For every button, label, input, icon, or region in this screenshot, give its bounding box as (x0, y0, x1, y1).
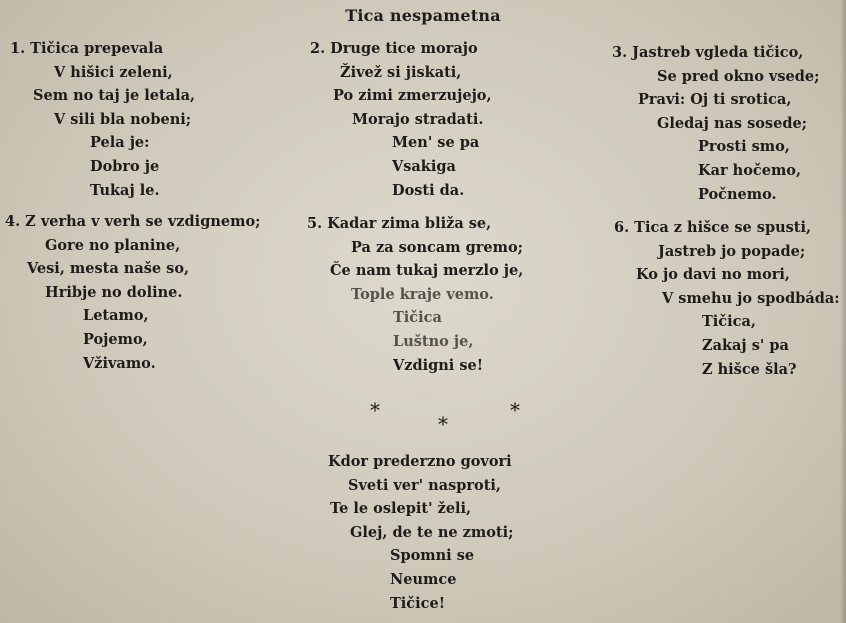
stanza-line: V smehu jo spodbáda: (662, 289, 840, 307)
stanza-line: Dobro je (90, 157, 160, 175)
stanza-line: Morajo stradati. (352, 110, 484, 128)
stanza-line: Vsakiga (392, 157, 456, 175)
stanza-line: Tukaj le. (90, 181, 160, 199)
stanza-line: V hišici zeleni, (54, 63, 173, 81)
stanza-line: Letamo, (83, 307, 149, 325)
stanza-line: Pojemo, (83, 330, 148, 348)
stanza-6 (614, 216, 840, 381)
stanza-line: Tičica, (702, 313, 756, 331)
stanza-line: Gore no planine, (45, 236, 181, 254)
stanza-line: Spomni se (390, 547, 475, 565)
poem-title: Tica nespametna (345, 6, 501, 25)
stanza-line: Ko jo davi no mori, (636, 266, 790, 284)
stanza-4 (5, 210, 260, 375)
stanza-line: Po zimi zmerzujejo, (333, 87, 492, 105)
stanza-line: Te le oslepit' želi, (330, 500, 472, 518)
stanza-line: Zakaj s' pa (702, 336, 789, 354)
stanza-line: 2. Druge tice morajo (310, 40, 478, 57)
asterism-divider (360, 398, 530, 438)
stanza-line: Kar hočemo, (698, 161, 802, 179)
stanza-line: Sveti ver' nasproti, (348, 476, 501, 494)
stanza-line: Gledaj nas sosede; (657, 114, 808, 132)
asterisk-glyph: * (510, 398, 520, 422)
stanza-line: 4. Z verha v verh se vzdignemo; (5, 213, 261, 230)
stanza-line: Tičice! (390, 594, 446, 612)
stanza-line: 6. Tica z hišce se spusti, (614, 219, 812, 236)
asterisk-glyph: * (438, 412, 448, 436)
stanza-line: 3. Jastreb vgleda tičico, (612, 44, 804, 61)
stanza-line: 5. Kadar zima bliža se, (307, 215, 492, 232)
asterisk-glyph: * (370, 398, 380, 422)
stanza-line: Jastreb jo popade; (658, 242, 806, 260)
stanza-line: Z hišce šla? (702, 360, 797, 378)
stanza-line: Tople kraje vemo. (351, 285, 494, 303)
stanza-line: Počnemo. (698, 185, 777, 203)
poem-moral (328, 450, 513, 615)
stanza-line: Pravi: Oj ti srotica, (638, 91, 792, 109)
stanza-line: V sili bla nobeni; (54, 110, 192, 128)
stanza-line: Neumce (390, 570, 457, 588)
stanza-line: Vesi, mesta naše so, (27, 260, 190, 278)
stanza-line: Kdor prederzno govori (328, 453, 512, 470)
stanza-5 (307, 212, 523, 377)
stanza-line: Vživamo. (83, 354, 156, 372)
stanza-1 (10, 37, 195, 202)
stanza-line: Men' se pa (392, 134, 480, 152)
stanza-line: Dosti da. (392, 181, 465, 199)
stanza-line: Prosti smo, (698, 138, 790, 156)
stanza-line: Tičica (393, 309, 442, 327)
stanza-line: Vzdigni se! (393, 356, 484, 374)
stanza-line: Pela je: (90, 134, 150, 152)
page-edge-shadow (840, 0, 846, 623)
stanza-2 (310, 37, 492, 202)
stanza-line: Luštno je, (393, 332, 474, 350)
stanza-line: Sem no taj je letala, (33, 87, 196, 105)
stanza-line: Glej, de te ne zmoti; (350, 523, 514, 541)
stanza-3 (612, 41, 819, 206)
stanza-line: Se pred okno vsede; (657, 67, 820, 85)
stanza-line: Pa za soncam gremo; (351, 238, 523, 256)
stanza-line: Če nam tukaj merzlo je, (330, 262, 524, 280)
stanza-line: Živež si jiskati, (340, 63, 462, 81)
stanza-line: 1. Tičica prepevala (10, 40, 164, 57)
stanza-line: Hribje no doline. (45, 283, 183, 301)
